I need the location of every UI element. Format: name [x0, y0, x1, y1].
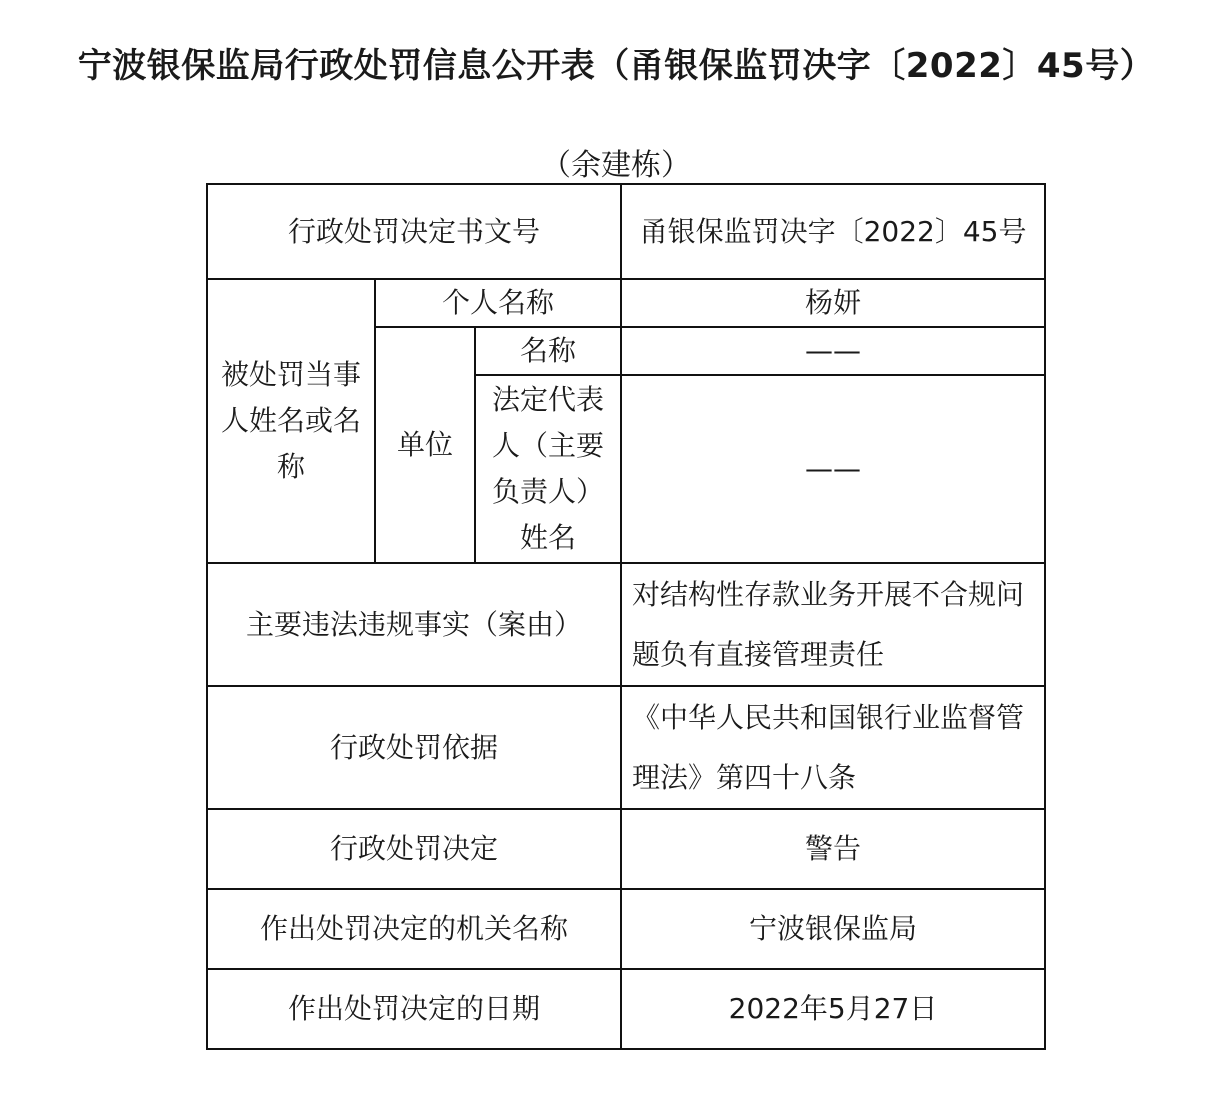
decision-no-label: 行政处罚决定书文号 — [207, 184, 621, 279]
unit-name-value: —— — [621, 327, 1045, 375]
table-row — [207, 563, 1045, 686]
penalty-info-table — [206, 183, 1046, 1050]
individual-name-label: 个人名称 — [375, 279, 621, 327]
legal-rep-value: —— — [621, 375, 1045, 563]
table-row — [207, 889, 1045, 969]
facts-label: 主要违法违规事实（案由） — [207, 563, 621, 686]
decision-no-value: 甬银保监罚决字〔2022〕45号 — [621, 184, 1045, 279]
individual-name-value: 杨妍 — [621, 279, 1045, 327]
authority-label: 作出处罚决定的机关名称 — [207, 889, 621, 969]
decision-label: 行政处罚决定 — [207, 809, 621, 889]
facts-value: 对结构性存款业务开展不合规问题负有直接管理责任 — [621, 563, 1045, 686]
table-row — [207, 279, 1045, 327]
table-row — [207, 686, 1045, 809]
page-subtitle: （余建栋） — [541, 148, 691, 183]
table-row — [207, 809, 1045, 889]
table-row — [207, 184, 1045, 279]
basis-value: 《中华人民共和国银行业监督管理法》第四十八条 — [621, 686, 1045, 809]
basis-label: 行政处罚依据 — [207, 686, 621, 809]
authority-value: 宁波银保监局 — [621, 889, 1045, 969]
unit-label: 单位 — [375, 327, 475, 563]
unit-name-label: 名称 — [475, 327, 621, 375]
date-label: 作出处罚决定的日期 — [207, 969, 621, 1049]
legal-rep-label: 法定代表人（主要负责人）姓名 — [475, 375, 621, 563]
table-row — [207, 969, 1045, 1049]
decision-value: 警告 — [621, 809, 1045, 889]
page-title: 宁波银保监局行政处罚信息公开表（甬银保监罚决字〔2022〕45号） — [77, 46, 1155, 86]
party-label: 被处罚当事人姓名或名称 — [207, 279, 375, 563]
date-value: 2022年5月27日 — [621, 969, 1045, 1049]
